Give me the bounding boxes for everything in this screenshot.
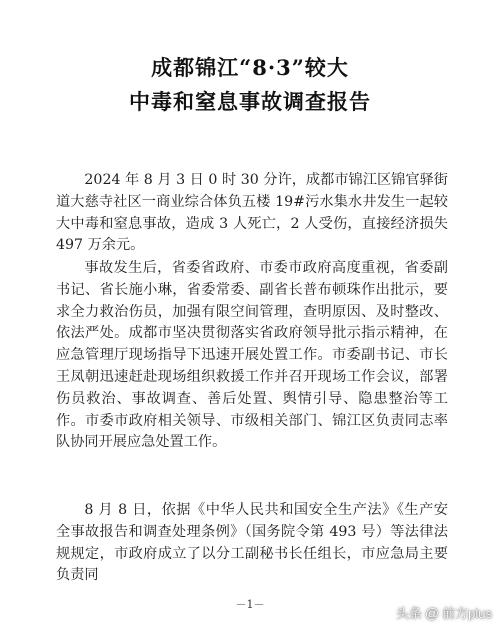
watermark-account: 前方plus [442,606,492,621]
source-watermark [396,603,492,622]
paragraph-text: 事故发生后，省委省政府、市委市政府高度重视，省委副书记、省长施小琳，省委常委、副省长普布顿珠作出批示，要求全力救治伤员，加强有限空间管理，查明原因、及时整改、依法严处。成都市坚决贯彻落实省政府领导批示指示精神，在应急管理厅现场指导下迅速开展处置工作。市委副书记、市长王凤朝迅速赶赴现场组织救援工作并召开现场工作会议，部署伤员救治、事故调查、善后处置、舆情引导、隐患整治等工作。市委市政府相关领导、市级相关部门、锦江区负责同志率队协同开展应急处置工作。 [56,260,448,451]
paragraph-text: 8 月 8 日，依据《中华人民共和国安全生产法》《生产安全事故报告和调查处理条例》（国务院令第 493 号）等法律法规规定，市政府成立了以分工副秘书长任组长，市应急局主要负责同 [56,502,448,584]
paragraph-accident-summary [56,170,448,257]
paragraph-investigation [56,500,448,587]
page-number: －1－ [235,598,265,611]
at-sign-icon: @ [424,604,440,621]
paragraph-response [56,258,448,454]
report-title-line-1: 成都锦江“8·3”较大 [151,55,349,80]
paragraph-text: 2024 年 8 月 3 日 0 时 30 分许，成都市锦江区锦官驿街道大慈寺社区一商业综合体负五楼 19#污水集水井发生一起较大中毒和窒息事故，造成 3 人死亡，2 人受伤，直接经济损失 497 万余元。 [56,172,448,254]
report-title-line-2: 中毒和窒息事故调查报告 [129,89,371,114]
watermark-brand: 头条 [395,606,422,621]
